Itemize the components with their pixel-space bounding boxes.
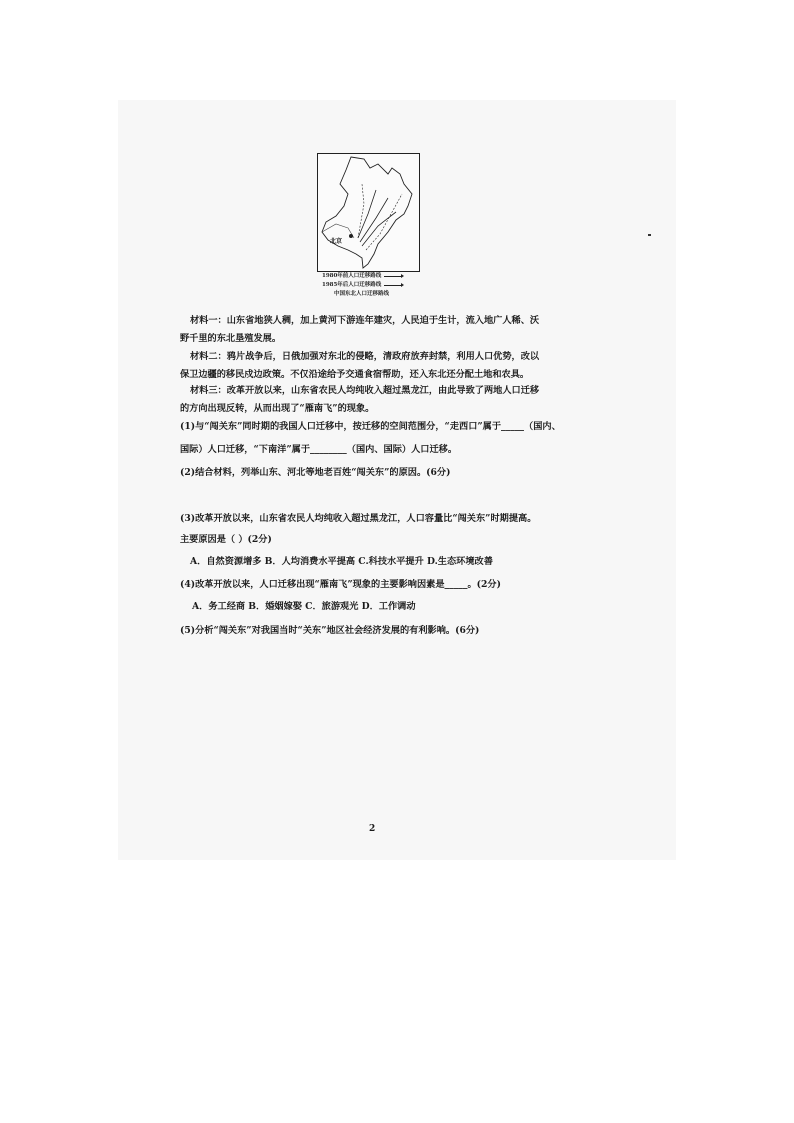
northeast-map <box>317 153 420 272</box>
page-number: 2 <box>369 824 376 834</box>
question-4: (4)改革开放以来，人口迁移出现“雁南飞”现象的主要影响因素是_____。(2分) <box>180 579 501 590</box>
question-4-options: A．务工经商 B．婚姻嫁娶 C．旅游观光 D．工作调动 <box>192 601 416 612</box>
beijing-marker <box>349 234 353 238</box>
question-3: (3)改革开放以来，山东省农民人均纯收入超过黑龙江，人口容量比“闯关东”时期提高。 <box>180 513 537 524</box>
question-3-cont: 主要原因是（ ）(2分) <box>180 534 272 545</box>
route-line <box>360 198 388 242</box>
region-outline <box>322 157 412 268</box>
map-city-label: 北京 <box>330 238 343 245</box>
question-5: (5)分析“闯关东”对我国当时“关东”地区社会经济发展的有利影响。(6分) <box>180 625 480 636</box>
legend-row <box>322 272 402 281</box>
material-line: 材料二：鸦片战争后，日俄加强对东北的侵略，清政府放弃封禁，利用人口优势，改以 <box>190 351 540 362</box>
material-line: 保卫边疆的移民戍边政策。不仅沿途给予交通食宿帮助，还入东北还分配土地和农具。 <box>180 369 530 380</box>
legend-label: 1985年后人口迁移路线 <box>322 282 382 288</box>
material-line: 材料三：改革开放以来，山东省农民人均纯收入超过黑龙江，由此导致了两地人口迁移 <box>190 385 540 396</box>
legend-arrow-icon <box>384 285 402 286</box>
legend-row <box>322 281 402 290</box>
map-caption: 中国东北人口迁移路线 <box>334 291 390 297</box>
material-line: 野千里的东北垦殖发展。 <box>180 333 282 344</box>
question-2: (2)结合材料，列举山东、河北等地老百姓“闯关东”的原因。(6分) <box>180 467 451 478</box>
material-line: 的方向出现反转，从而出现了“雁南飞”的现象。 <box>180 403 375 414</box>
map-drawing <box>318 154 419 271</box>
route-line <box>366 194 402 250</box>
material-line: 材料一：山东省地狭人稠，加上黄河下游连年建灾，人民迫于生计，流入地广人稀、沃 <box>190 315 540 326</box>
map-legend <box>322 272 402 299</box>
legend-arrow-icon <box>384 276 402 277</box>
legend-label: 1980年前人口迁移路线 <box>322 273 382 279</box>
question-3-options: A．自然资源增多 B．人均消费水平提高 C.科技水平提升 D.生态环境改善 <box>190 556 493 567</box>
question-1: (1)与“闯关东”同时期的我国人口迁移中，按迁移的空间范围分，“走西口”属于_____（国内、 <box>180 421 561 432</box>
scan-mark <box>648 234 651 236</box>
question-1-cont: 国际）人口迁移，“下南洋”属于________（国内、国际）人口迁移。 <box>180 444 458 455</box>
